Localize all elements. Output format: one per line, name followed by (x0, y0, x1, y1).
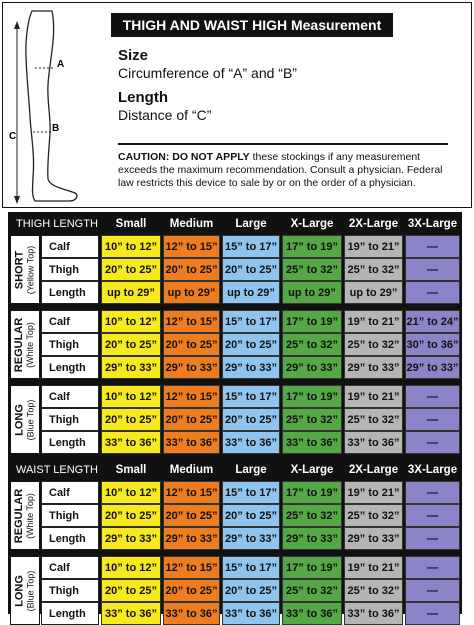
size-cell-twoxlarge: 25” to 32” (344, 504, 403, 527)
size-cell-threexlarge: — (405, 504, 460, 527)
size-cell-xlarge: 17” to 19” (282, 310, 342, 333)
group-label-text (14, 488, 36, 542)
column-header-large: Large (222, 460, 280, 479)
size-cell-large: 20” to 25” (222, 258, 280, 281)
diagram-label-b: B (52, 123, 60, 134)
size-cell-xlarge: up to 29” (282, 281, 342, 304)
row-label: Calf (41, 310, 99, 333)
column-header-threexlarge: 3X-Large (405, 460, 460, 479)
size-cell-twoxlarge: 33” to 36” (344, 602, 403, 625)
size-cell-medium: 33” to 36” (163, 431, 220, 454)
size-cell-large: 20” to 25” (222, 504, 280, 527)
size-cell-small: 20” to 25” (101, 504, 161, 527)
size-cell-large: 15” to 17” (222, 385, 280, 408)
size-cell-medium: 20” to 25” (163, 408, 220, 431)
size-cell-threexlarge: — (405, 481, 460, 504)
size-cell-large: 33” to 36” (222, 602, 280, 625)
row-label: Length (41, 527, 99, 550)
group-name: REGULAR (13, 317, 26, 372)
group-label (10, 310, 40, 379)
caution-note (118, 151, 458, 190)
size-heading: Size (118, 47, 149, 64)
size-cell-threexlarge: 30” to 36” (405, 333, 460, 356)
size-description: Circumference of “A” and “B” (118, 65, 297, 81)
size-cell-large: 15” to 17” (222, 481, 280, 504)
row-label: Thigh (41, 504, 99, 527)
size-cell-xlarge: 33” to 36” (282, 602, 342, 625)
size-cell-small: 20” to 25” (101, 579, 161, 602)
size-cell-threexlarge: — (405, 602, 460, 625)
section-header: WAIST LENGTH (10, 460, 99, 479)
row-label: Length (41, 431, 99, 454)
size-cell-twoxlarge: 19” to 21” (344, 235, 403, 258)
group-label-text (14, 317, 36, 371)
row-label: Calf (41, 481, 99, 504)
row-label: Thigh (41, 579, 99, 602)
diagram-label-c: C (9, 131, 17, 142)
size-cell-xlarge: 29” to 33” (282, 527, 342, 550)
row-label: Length (41, 356, 99, 379)
size-cell-xlarge: 29” to 33” (282, 356, 342, 379)
size-cell-small: 33” to 36” (101, 431, 161, 454)
size-cell-small: 10” to 12” (101, 310, 161, 333)
size-cell-threexlarge: — (405, 258, 460, 281)
column-header-twoxlarge: 2X-Large (344, 214, 403, 233)
group-name: LONG (13, 403, 26, 436)
size-cell-small: 10” to 12” (101, 556, 161, 579)
length-description: Distance of “C” (118, 107, 212, 123)
size-cell-threexlarge: — (405, 281, 460, 304)
size-cell-xlarge: 25” to 32” (282, 333, 342, 356)
group-subtitle: (Blue Top) (25, 570, 36, 611)
size-cell-large: 15” to 17” (222, 235, 280, 258)
caution-label: CAUTION: DO NOT APPLY (118, 151, 250, 163)
size-cell-twoxlarge: 19” to 21” (344, 481, 403, 504)
column-header-small: Small (101, 460, 161, 479)
row-label: Calf (41, 235, 99, 258)
size-cell-small: 29” to 33” (101, 356, 161, 379)
row-label: Length (41, 281, 99, 304)
size-cell-small: 20” to 25” (101, 258, 161, 281)
group-label (10, 481, 40, 550)
size-cell-twoxlarge: 25” to 32” (344, 333, 403, 356)
group-subtitle: (White Top) (25, 321, 36, 368)
size-cell-small: 10” to 12” (101, 385, 161, 408)
size-cell-small: 29” to 33” (101, 527, 161, 550)
group-name: SHORT (13, 250, 25, 289)
size-cell-large: 20” to 25” (222, 408, 280, 431)
leg-diagram (5, 5, 87, 205)
size-cell-xlarge: 25” to 32” (282, 579, 342, 602)
size-cell-large: 15” to 17” (222, 556, 280, 579)
group-subtitle: (White Top) (25, 492, 36, 539)
column-header-xlarge: X-Large (282, 214, 342, 233)
group-subtitle: (Yellow Top) (25, 245, 35, 294)
caution-text: these stockings if any measurement exceeds the maximum recommendation. Consult a physician. Federal law restricts this device to sale by or on the order of a physician. (118, 151, 443, 189)
section-header: THIGH LENGTH (10, 214, 99, 233)
group-name: REGULAR (13, 488, 26, 543)
group-label (10, 556, 40, 625)
size-cell-twoxlarge: 29” to 33” (344, 527, 403, 550)
size-cell-medium: 12” to 15” (163, 385, 220, 408)
size-cell-threexlarge: 21” to 24” (405, 310, 460, 333)
group-label (10, 385, 40, 454)
diagram-label-a: A (57, 59, 65, 70)
size-cell-large: 20” to 25” (222, 579, 280, 602)
size-cell-small: 33” to 36” (101, 602, 161, 625)
size-cell-medium: 12” to 15” (163, 481, 220, 504)
size-cell-twoxlarge: 25” to 32” (344, 408, 403, 431)
size-cell-twoxlarge: 19” to 21” (344, 310, 403, 333)
size-cell-twoxlarge: 19” to 21” (344, 556, 403, 579)
size-cell-twoxlarge: 33” to 36” (344, 431, 403, 454)
column-header-threexlarge: 3X-Large (405, 214, 460, 233)
size-cell-small: 10” to 12” (101, 235, 161, 258)
row-label: Thigh (41, 333, 99, 356)
size-cell-medium: 12” to 15” (163, 310, 220, 333)
row-label: Calf (41, 556, 99, 579)
size-cell-medium: up to 29” (163, 281, 220, 304)
size-cell-threexlarge: 29” to 33” (405, 356, 460, 379)
row-label: Thigh (41, 258, 99, 281)
size-cell-threexlarge: — (405, 385, 460, 408)
size-cell-large: up to 29” (222, 281, 280, 304)
column-header-large: Large (222, 214, 280, 233)
measurement-guide-panel (2, 2, 472, 208)
size-cell-twoxlarge: 29” to 33” (344, 356, 403, 379)
size-cell-small: 10” to 12” (101, 481, 161, 504)
size-cell-large: 20” to 25” (222, 333, 280, 356)
size-cell-medium: 20” to 25” (163, 333, 220, 356)
size-cell-medium: 12” to 15” (163, 235, 220, 258)
group-subtitle: (Blue Top) (25, 399, 36, 440)
column-header-xlarge: X-Large (282, 460, 342, 479)
size-cell-twoxlarge: 25” to 32” (344, 579, 403, 602)
size-cell-xlarge: 17” to 19” (282, 481, 342, 504)
size-cell-small: 20” to 25” (101, 408, 161, 431)
divider (118, 143, 448, 145)
column-header-small: Small (101, 214, 161, 233)
size-cell-medium: 29” to 33” (163, 527, 220, 550)
size-cell-small: up to 29” (101, 281, 161, 304)
size-cell-threexlarge: — (405, 527, 460, 550)
size-cell-large: 33” to 36” (222, 431, 280, 454)
size-cell-medium: 20” to 25” (163, 579, 220, 602)
row-label: Length (41, 602, 99, 625)
size-cell-xlarge: 17” to 19” (282, 235, 342, 258)
size-cell-twoxlarge: 25” to 32” (344, 258, 403, 281)
guide-title: THIGH AND WAIST HIGH Measurement Guide (111, 13, 393, 37)
size-cell-twoxlarge: up to 29” (344, 281, 403, 304)
row-label: Thigh (41, 408, 99, 431)
size-cell-twoxlarge: 19” to 21” (344, 385, 403, 408)
group-label-text (14, 570, 36, 611)
group-label-text (14, 399, 36, 440)
size-chart-table (8, 212, 462, 620)
size-cell-threexlarge: — (405, 431, 460, 454)
size-cell-large: 29” to 33” (222, 527, 280, 550)
size-cell-xlarge: 25” to 32” (282, 258, 342, 281)
group-name: LONG (13, 574, 26, 607)
size-cell-xlarge: 25” to 32” (282, 504, 342, 527)
size-cell-xlarge: 25” to 32” (282, 408, 342, 431)
size-cell-large: 15” to 17” (222, 310, 280, 333)
size-cell-xlarge: 17” to 19” (282, 385, 342, 408)
size-cell-xlarge: 33” to 36” (282, 431, 342, 454)
size-cell-medium: 12” to 15” (163, 556, 220, 579)
size-cell-xlarge: 17” to 19” (282, 556, 342, 579)
column-header-twoxlarge: 2X-Large (344, 460, 403, 479)
group-label (10, 235, 40, 304)
size-cell-large: 29” to 33” (222, 356, 280, 379)
column-header-medium: Medium (163, 460, 220, 479)
row-label: Calf (41, 385, 99, 408)
size-cell-medium: 29” to 33” (163, 356, 220, 379)
group-label-text (14, 245, 36, 294)
size-cell-medium: 20” to 25” (163, 258, 220, 281)
size-cell-small: 20” to 25” (101, 333, 161, 356)
column-header-medium: Medium (163, 214, 220, 233)
size-cell-threexlarge: — (405, 556, 460, 579)
size-cell-medium: 20” to 25” (163, 504, 220, 527)
size-cell-threexlarge: — (405, 408, 460, 431)
size-cell-medium: 33” to 36” (163, 602, 220, 625)
size-cell-threexlarge: — (405, 235, 460, 258)
length-heading: Length (118, 89, 168, 106)
size-cell-threexlarge: — (405, 579, 460, 602)
